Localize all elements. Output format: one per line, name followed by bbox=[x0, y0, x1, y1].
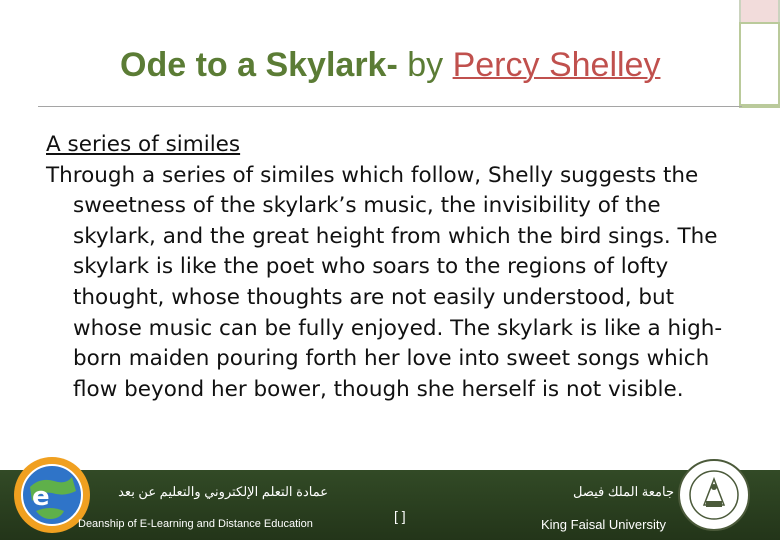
svg-text:e: e bbox=[32, 482, 50, 512]
footer-english-university: King Faisal University bbox=[541, 517, 666, 532]
body-paragraph: Through a series of similes which follow, Shelly suggests the sweetness of the skylark’s music, the invisibility of the skylark, and the great height from which the bird sings. The skylark is like the poet who soars to the regions of lofty thought, whose thoughts are not easily understood, but whose music can be fully enjoyed. The skylark is like a high- born maiden pouring forth her love into sweet songs which flow beyond her bower, though she herself is not visible. bbox=[46, 162, 723, 402]
side-bar-white-block bbox=[741, 24, 778, 104]
footer-arabic-university: جامعة الملك فيصل bbox=[572, 484, 674, 499]
slide-title bbox=[120, 46, 740, 85]
university-seal-icon bbox=[676, 457, 752, 537]
slide-content bbox=[46, 130, 736, 405]
footer-page-brackets: [ ] bbox=[394, 508, 406, 524]
title-main: Ode to a Skylark- bbox=[120, 46, 398, 84]
side-bar-pink-block bbox=[741, 0, 778, 22]
footer-english-deanship: Deanship of E-Learning and Distance Education bbox=[78, 518, 313, 530]
title-author-link[interactable]: Percy Shelley bbox=[452, 46, 661, 84]
footer-arabic-deanship: عمادة التعلم الإلكتروني والتعليم عن بعد bbox=[118, 484, 328, 499]
title-by: by bbox=[397, 46, 453, 84]
title-divider bbox=[38, 106, 742, 107]
section-heading: A series of similes bbox=[46, 132, 241, 157]
decorative-side-bar bbox=[739, 0, 780, 108]
